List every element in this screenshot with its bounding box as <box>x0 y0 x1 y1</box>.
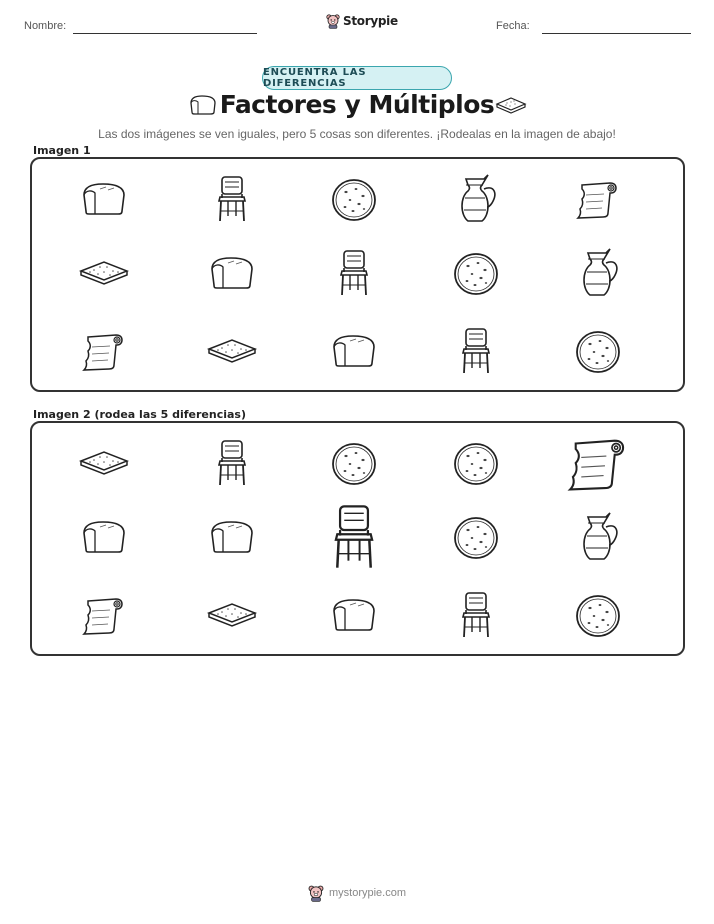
image1-label: Imagen 1 <box>33 144 91 157</box>
scroll-icon <box>76 323 132 379</box>
bear-mascot-icon <box>308 884 324 902</box>
instructions: Las dos imágenes se ven iguales, pero 5 cosas son diferentes. ¡Rodealas en la imagen de abajo! <box>98 127 616 141</box>
activity-badge-text: ENCUENTRA LAS DIFERENCIAS <box>263 67 367 89</box>
bread-loaf-icon[interactable] <box>76 509 132 565</box>
cookie-icon <box>570 323 626 379</box>
name-field[interactable] <box>73 33 257 34</box>
cracker-icon[interactable] <box>204 587 260 643</box>
image1-panel <box>30 157 685 392</box>
chair-icon[interactable] <box>448 587 504 643</box>
footer <box>308 884 406 902</box>
jug-icon <box>448 171 504 227</box>
chair-icon[interactable] <box>315 498 393 576</box>
chair-icon <box>448 323 504 379</box>
bread-loaf-icon <box>204 245 260 301</box>
brand-logo <box>326 13 398 29</box>
jug-icon <box>570 245 626 301</box>
cookie-icon <box>448 245 504 301</box>
cookie-icon <box>326 171 382 227</box>
activity-badge <box>262 66 452 90</box>
cookie-icon[interactable] <box>326 435 382 491</box>
chair-icon <box>326 245 382 301</box>
name-label: Nombre: <box>24 20 67 32</box>
cookie-icon[interactable] <box>448 509 504 565</box>
cookie-icon[interactable] <box>570 587 626 643</box>
scroll-icon[interactable] <box>559 424 637 502</box>
date-field[interactable] <box>542 33 691 34</box>
scroll-icon <box>570 171 626 227</box>
date-label: Fecha: <box>496 20 530 32</box>
chair-icon <box>204 171 260 227</box>
brand-name: Storypie <box>343 14 398 28</box>
bread-loaf-icon <box>326 323 382 379</box>
cookie-icon[interactable] <box>448 435 504 491</box>
bread-loaf-icon[interactable] <box>326 587 382 643</box>
cracker-icon[interactable] <box>76 435 132 491</box>
cracker-icon <box>76 245 132 301</box>
bread-loaf-icon[interactable] <box>204 509 260 565</box>
cracker-icon <box>495 94 527 116</box>
bread-loaf-icon <box>76 171 132 227</box>
image2-label: Imagen 2 (rodea las 5 diferencias) <box>33 408 247 421</box>
chair-icon[interactable] <box>204 435 260 491</box>
scroll-icon[interactable] <box>76 587 132 643</box>
page-title: Factores y Múltiplos <box>219 90 495 119</box>
footer-site: mystorypie.com <box>329 887 407 899</box>
bear-mascot-icon <box>326 13 340 29</box>
image2-panel[interactable] <box>30 421 685 656</box>
cracker-icon <box>204 323 260 379</box>
jug-icon[interactable] <box>570 509 626 565</box>
